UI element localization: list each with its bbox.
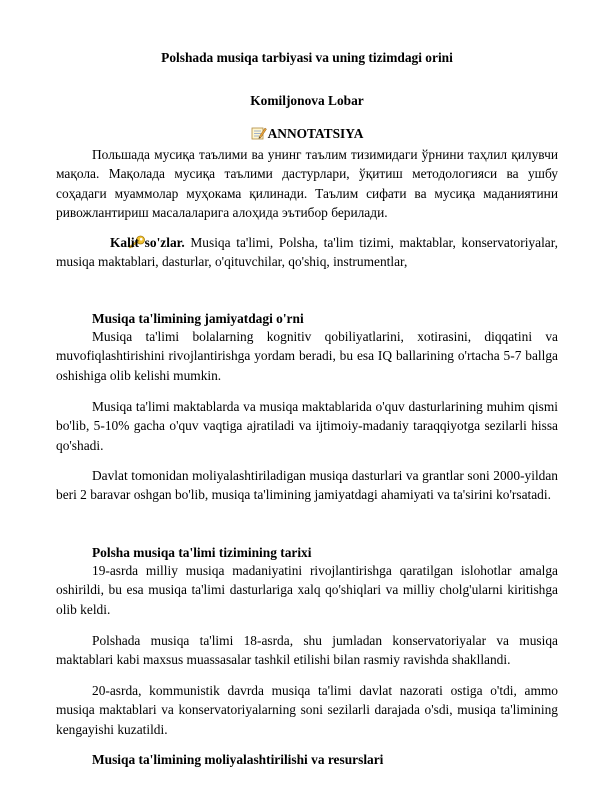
keywords-text: Musiqa ta'limi, Polsha, ta'lim tizimi, maktablar, konservatoriyalar, musiqa maktablari, dasturlar, o'qituvchilar, qo'shiq, instrumentlar, [56, 235, 559, 270]
section-society-paragraph-3: Davlat tomonidan moliyalashtiriladigan musiqa dasturlari va grantlar soni 2000-yildan beri 2 baravar oshgan bo'lib, musiqa ta'limining jamiyatdagi ahamiyati va ta'sirini ko'rsatadi. [56, 468, 558, 503]
annotation-heading: ANNOTATSIYA [267, 126, 364, 141]
annotation-heading-row [56, 126, 558, 142]
section-history-paragraph-1: 19-asrda milliy musiqa madaniyatini rivojlantirishga qaratilgan islohotlar amalga oshirildi, bu esa musiqa ta'limi dasturlariga xalq qo'shiqlari va milliy cholg'ularni kiritishga olib keldi. [56, 563, 558, 617]
section-history-paragraph-2: Polshada musiqa ta'limi 18-asrda, shu jumladan konservatoriyalar va musiqa maktablari kabi maxsus muassasalar tashkil etilishi bilan rasmiy ravishda shakllandi. [56, 633, 558, 668]
keywords-label: Kalit so'zlar. [110, 235, 185, 250]
keywords-paragraph [56, 233, 558, 272]
section-society-paragraph-1: Musiqa ta'limi bolalarning kognitiv qobiliyatlarini, xotirasini, diqqatini va muvofiqlashtirishini rivojlantirishga yordam beradi, bu esa IQ ballarining o'rtacha 5-7 ballga oshishiga olib kelishi mumkin. [56, 329, 558, 383]
paper-title: Polshada musiqa tarbiyasi va uning tizimdagi orini [161, 50, 453, 65]
section-heading-funding: Musiqa ta'limining moliyalashtirilishi va resurslari [92, 752, 384, 767]
memo-icon [251, 126, 267, 140]
section-society-paragraph-2: Musiqa ta'limi maktablarda va musiqa maktablarida o'quv dasturlarining muhim qismi bo'lib, 5-10% gacha o'quv vaqtiga ajratiladi va ijtimoiy-madaniy taraqqiyotga sezilarli hissa qo'shadi. [56, 399, 558, 453]
section-heading-society: Musiqa ta'limining jamiyatdagi o'rni [92, 311, 304, 326]
annotation-text: Польшада мусиқа таълими ва унинг таълим тизимидаги ўрнини таҳлил қилувчи мақола. Мақолада мусиқа таълими дастурлари, ўқитиш методологияси ва ушбу соҳадаги муаммолар муҳокама қилинади. Таълим сифати ва мусиқа маданиятини ривожлантириш масалаларига алоҳида эътибор берилади. [56, 147, 558, 220]
author-name: Komiljonova Lobar [250, 93, 364, 108]
section-heading-history: Polsha musiqa ta'limi tizimining tarixi [92, 545, 312, 560]
key-icon [92, 235, 110, 249]
section-history-paragraph-3: 20-asrda, kommunistik davrda musiqa ta'limi davlat nazorati ostiga o'tdi, ammo musiqa maktablari va konservatoriyalarning soni sezilarli darajada o'sdi, musiqa ta'limining kengayishi kuzatildi. [56, 683, 558, 737]
